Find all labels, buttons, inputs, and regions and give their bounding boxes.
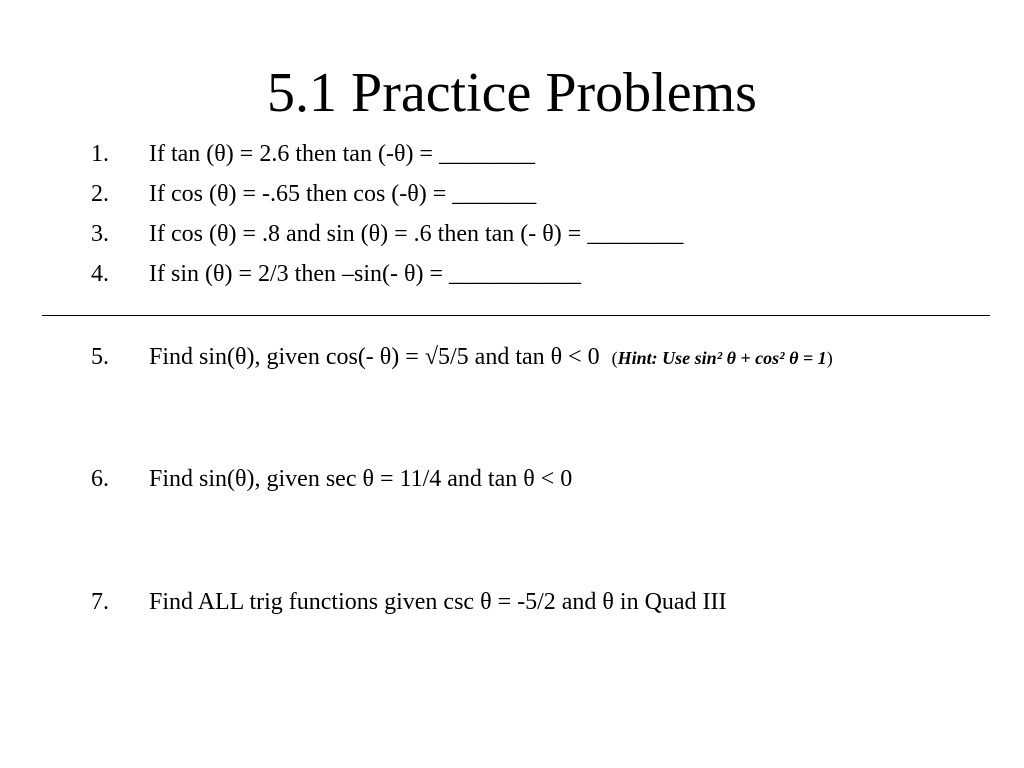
slide-title: 5.1 Practice Problems xyxy=(267,62,757,124)
problem-text: If cos (θ) = .8 and sin (θ) = .6 then tan (- θ) = ________ xyxy=(149,221,684,247)
hint-note xyxy=(612,348,833,368)
problem-text: If cos (θ) = -.65 then cos (-θ) = _______ xyxy=(149,181,537,207)
problem-text: If sin (θ) = 2/3 then –sin(- θ) = ___________ xyxy=(149,261,582,287)
hint-text: Hint: Use sin² θ + cos² θ = 1 xyxy=(617,348,827,368)
section-divider xyxy=(42,315,990,316)
hint-open-paren: ( xyxy=(611,348,618,368)
problem-number: 3. xyxy=(91,221,109,247)
problem-number: 7. xyxy=(91,589,109,615)
problem-number: 1. xyxy=(91,141,109,167)
problem-number: 5. xyxy=(91,344,109,370)
problem-text: Find sin(θ), given sec θ = 11/4 and tan θ < 0 xyxy=(149,466,573,492)
problem-number: 2. xyxy=(91,181,109,207)
problem-text: Find sin(θ), given cos(- θ) = √5/5 and tan θ < 0 xyxy=(149,344,600,370)
problem-text: If tan (θ) = 2.6 then tan (-θ) = ________ xyxy=(149,141,535,167)
hint-close-paren: ) xyxy=(826,348,833,368)
problem-number: 6. xyxy=(91,466,109,492)
problem-number: 4. xyxy=(91,261,109,287)
problem-text: Find ALL trig functions given csc θ = -5/2 and θ in Quad III xyxy=(149,589,727,615)
problem-text-with-hint xyxy=(149,342,833,373)
